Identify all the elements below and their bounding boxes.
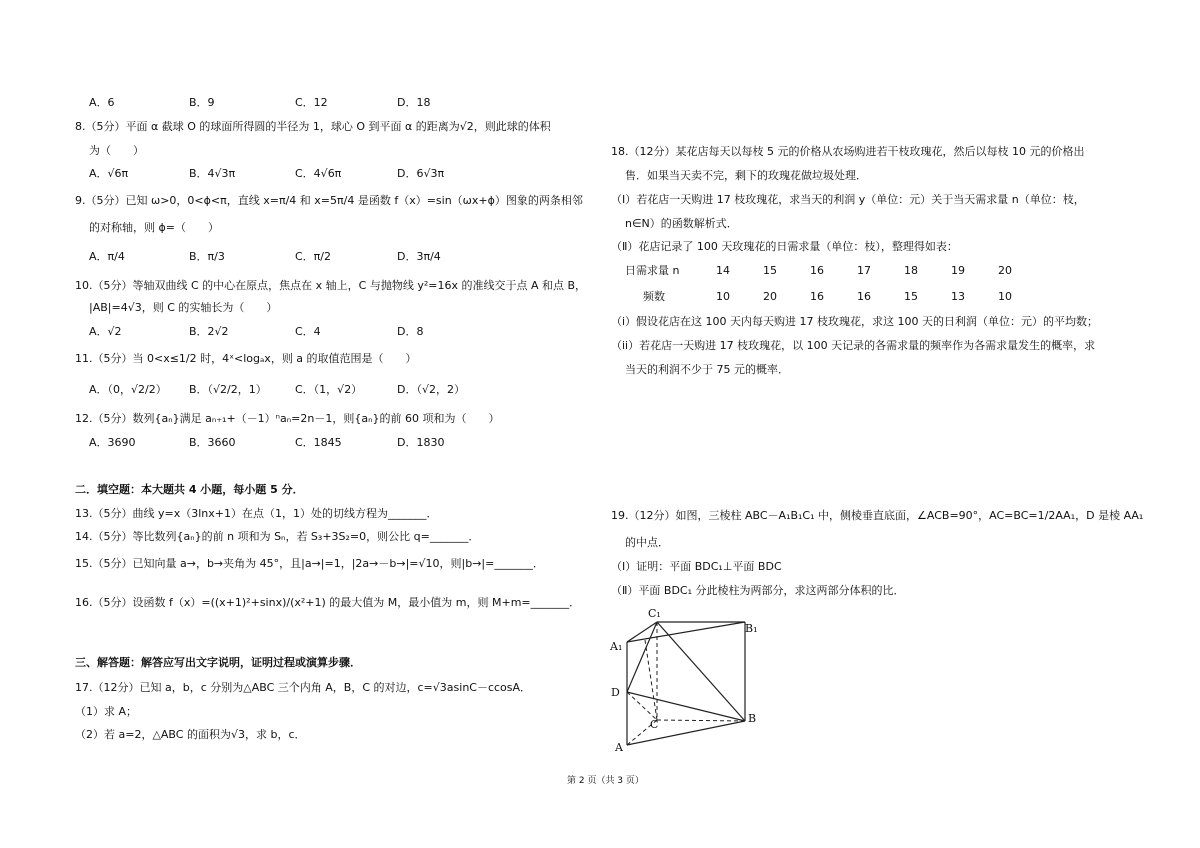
- q9-option-d: D．3π/4: [397, 250, 441, 263]
- q11-option-c: C．（1，√2）: [295, 383, 363, 396]
- q8-option-a: A．√6π: [89, 167, 129, 180]
- q9-line1: 9.（5分）已知 ω>0，0<ϕ<π，直线 x=π/4 和 x=5π/4 是函数 f（x）=sin（ωx+ϕ）图象的两条相邻: [75, 194, 583, 207]
- label-b: B: [748, 712, 757, 725]
- label-a1: A₁: [610, 640, 623, 653]
- demand-table-cell: 18: [904, 264, 918, 277]
- q19-line2: 的中点．: [625, 536, 669, 549]
- demand-table-cell: 15: [904, 290, 918, 303]
- q19-line4: （Ⅱ）平面 BDC₁ 分此棱柱为两部分，求这两部分体积的比．: [611, 584, 905, 597]
- q17-line3: （2）若 a=2，△ABC 的面积为√3，求 b，c．: [75, 728, 306, 741]
- demand-table-cell: 20: [998, 264, 1012, 277]
- demand-table-cell: 14: [716, 264, 730, 277]
- q17-line2: （1）求 A；: [75, 705, 138, 718]
- q8-line1: 8.（5分）平面 α 截球 O 的球面所得圆的半径为 1，球心 O 到平面 α 的距离为√2，则此球的体积: [75, 120, 551, 133]
- q10-option-a: A．√2: [89, 325, 122, 338]
- q18-line2: 售．如果当天卖不完，剩下的玫瑰花做垃圾处理．: [625, 169, 867, 182]
- q13-line: 13.（5分）曲线 y=x（3lnx+1）在点（1，1）处的切线方程为_______．: [75, 507, 438, 520]
- q11-option-a: A．（0，√2/2）: [89, 383, 167, 396]
- q7-option-b: B．9: [189, 96, 215, 109]
- q7-option-c: C．12: [295, 96, 328, 109]
- demand-table-cell: 17: [857, 264, 871, 277]
- label-d: D: [611, 686, 620, 699]
- q12-option-d: D．1830: [397, 436, 445, 449]
- q18-line3: （Ⅰ）若花店一天购进 17 枝玫瑰花，求当天的利润 y（单位：元）关于当天需求量 n（单位：枝，: [611, 193, 1085, 206]
- q11-line1: 11.（5分）当 0<x≤1/2 时，4ˣ<logₐx，则 a 的取值范围是（ ）: [75, 352, 417, 365]
- q10-line1: 10.（5分）等轴双曲线 C 的中心在原点，焦点在 x 轴上，C 与抛物线 y²=16x 的准线交于点 A 和点 B，: [75, 279, 587, 292]
- section3-heading: 三、解答题：解答应写出文字说明，证明过程或演算步骤．: [75, 656, 361, 669]
- q16-line: 16.（5分）设函数 f（x）=((x+1)²+sinx)/(x²+1) 的最大值为 M，最小值为 m，则 M+m=_______．: [75, 596, 581, 609]
- q19-line1: 19.（12分）如图，三棱柱 ABC－A₁B₁C₁ 中，侧棱垂直底面，∠ACB=90°，AC=BC=1/2AA₁，D 是棱 AA₁: [611, 509, 1144, 522]
- q10-option-c: C．4: [295, 325, 321, 338]
- demand-table-row1-label: 日需求量 n: [625, 264, 680, 277]
- q18-line6: （i）假设花店在这 100 天内每天购进 17 枝玫瑰花，求这 100 天的日利润（单位：元）的平均数；: [611, 315, 1099, 328]
- q8-line2: 为（ ）: [89, 144, 144, 157]
- q9-option-b: B．π/3: [189, 250, 225, 263]
- q11-option-d: D．（√2，2）: [397, 383, 465, 396]
- demand-table-row2-label: 频数: [643, 290, 665, 303]
- demand-table-cell: 20: [763, 290, 777, 303]
- demand-table-cell: 16: [810, 290, 824, 303]
- q10-option-b: B．2√2: [189, 325, 229, 338]
- q9-line2: 的对称轴，则 ϕ=（ ）: [89, 221, 219, 234]
- q17-line1: 17.（12分）已知 a，b，c 分别为△ABC 三个内角 A，B，C 的对边，c=√3asinC－ccosA．: [75, 681, 532, 694]
- demand-table-cell: 16: [857, 290, 871, 303]
- label-c1: C₁: [648, 607, 661, 620]
- demand-table-cell: 15: [763, 264, 777, 277]
- demand-table-cell: 10: [716, 290, 730, 303]
- q12-option-c: C．1845: [295, 436, 342, 449]
- q18-line5: （Ⅱ）花店记录了 100 天玫瑰花的日需求量（单位：枝），整理得如表：: [611, 240, 958, 253]
- demand-table-cell: 19: [951, 264, 965, 277]
- q8-option-b: B．4√3π: [189, 167, 236, 180]
- q9-option-a: A．π/4: [89, 250, 125, 263]
- prism-figure: [605, 600, 775, 760]
- q7-option-a: A．6: [89, 96, 115, 109]
- q8-option-d: D．6√3π: [397, 167, 445, 180]
- demand-table-cell: 13: [951, 290, 965, 303]
- q19-line3: （Ⅰ）证明：平面 BDC₁⊥平面 BDC: [611, 560, 782, 573]
- q12-option-b: B．3660: [189, 436, 236, 449]
- q15-line: 15.（5分）已知向量 a→，b→夹角为 45°，且|a→|=1，|2a→－b→|=√10，则|b→|=_______．: [75, 557, 544, 570]
- q11-option-b: B．（√2/2，1）: [189, 383, 267, 396]
- q18-line8: 当天的利润不少于 75 元的概率．: [625, 363, 789, 376]
- q10-line2: |AB|=4√3，则 C 的实轴长为（ ）: [89, 301, 278, 314]
- page-footer: 第 2 页（共 3 页）: [567, 776, 644, 786]
- q12-line1: 12.（5分）数列{aₙ}满足 aₙ₊₁+（－1）ⁿaₙ=2n－1，则{aₙ}的前 60 项和为（ ）: [75, 412, 500, 425]
- q10-option-d: D．8: [397, 325, 424, 338]
- q18-line1: 18.（12分）某花店每天以每枝 5 元的价格从农场购进若干枝玫瑰花，然后以每枝 10 元的价格出: [611, 145, 1085, 158]
- label-c: C: [650, 718, 659, 731]
- demand-table-cell: 16: [810, 264, 824, 277]
- demand-table-cell: 10: [998, 290, 1012, 303]
- label-b1: B₁: [745, 622, 758, 635]
- label-a: A: [615, 741, 623, 754]
- q14-line: 14.（5分）等比数列{aₙ}的前 n 项和为 Sₙ，若 S₃+3S₂=0，则公比 q=_______．: [75, 530, 480, 543]
- section2-heading: 二．填空题：本大题共 4 小题，每小题 5 分．: [75, 483, 304, 496]
- q12-option-a: A．3690: [89, 436, 136, 449]
- q18-line7: （ii）若花店一天购进 17 枝玫瑰花，以 100 天记录的各需求量的频率作为各需求量发生的概率，求: [611, 339, 1096, 352]
- q18-line4: n∈N）的函数解析式．: [625, 217, 738, 230]
- q9-option-c: C．π/2: [295, 250, 332, 263]
- q7-option-d: D．18: [397, 96, 431, 109]
- q8-option-c: C．4√6π: [295, 167, 342, 180]
